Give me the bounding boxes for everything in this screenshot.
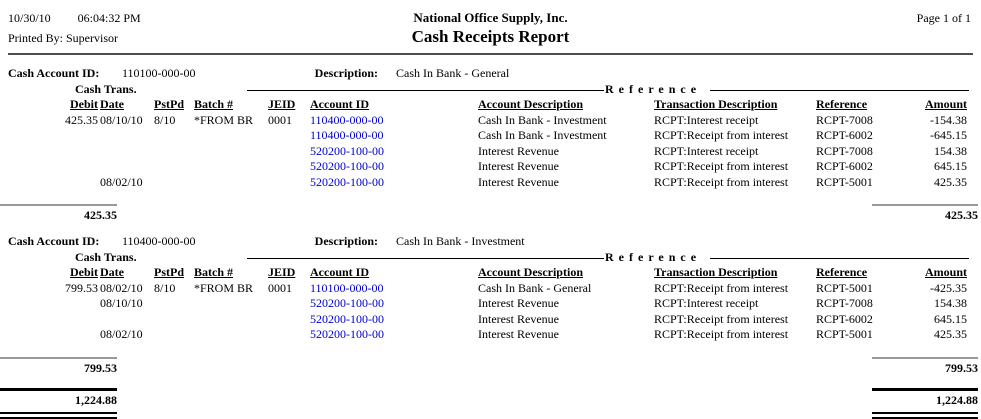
header-divider [8, 53, 973, 55]
cell-debit [8, 296, 98, 312]
col-header-amount: Amount [924, 265, 967, 279]
col-header-batch: Batch # [194, 97, 233, 111]
table-row [0, 144, 981, 160]
table-row [0, 327, 981, 343]
cell-reference: RCPT-6002 [816, 128, 873, 142]
table-row [0, 312, 981, 328]
table-row [0, 175, 981, 191]
table-row [0, 296, 981, 312]
cell-date [98, 159, 154, 175]
cell-date: 08/10/10 [100, 296, 143, 310]
cell-reference: RCPT-6002 [816, 159, 873, 173]
cell-amount: 645.15 [934, 311, 967, 326]
column-header-row [0, 265, 981, 281]
cash-account-section-1 [0, 66, 981, 223]
cell-account-description: Interest Revenue [478, 296, 559, 310]
col-header-pstpd: PstPd [154, 97, 184, 111]
print-time: 06:04:32 PM [77, 11, 141, 25]
printed-by: Printed By: Supervisor [8, 31, 118, 45]
col-header-transaction-description: Transaction Description [654, 97, 778, 111]
cell-amount: 154.38 [934, 143, 967, 158]
section-total-amount: 425.35 [872, 204, 978, 223]
cell-transaction-description: RCPT:Receipt from interest [654, 327, 789, 341]
cell-date [98, 128, 154, 144]
cell-debit [8, 312, 98, 328]
cell-jeid [268, 296, 310, 312]
table-row [0, 281, 981, 297]
cell-jeid: 0001 [268, 112, 292, 127]
account-id-link[interactable]: 110400-000-00 [310, 128, 384, 142]
description-label: Description: [314, 234, 378, 248]
cell-batch [194, 296, 268, 312]
page-header [0, 0, 981, 55]
cell-reference: RCPT-7008 [816, 296, 873, 310]
account-id-link[interactable]: 520200-100-00 [310, 174, 384, 189]
cash-account-section-2 [0, 234, 981, 376]
col-header-reference: Reference [816, 265, 868, 279]
col-header-date: Date [100, 97, 124, 111]
account-id-link[interactable]: 520200-100-00 [310, 327, 384, 341]
cell-amount: -154.38 [930, 112, 967, 127]
cell-reference: RCPT-5001 [816, 327, 873, 341]
cell-debit [8, 159, 98, 175]
grand-total-debit: 1,224.88 [0, 388, 117, 408]
cell-transaction-description: RCPT:Receipt from interest [654, 159, 789, 173]
col-header-debit: Debit [70, 97, 98, 111]
cell-date: 08/02/10 [100, 280, 143, 295]
cell-amount: -425.35 [930, 280, 967, 295]
description-label: Description: [314, 66, 378, 80]
cell-pstpd [154, 296, 194, 312]
cell-amount: -645.15 [930, 128, 967, 142]
subheader-band [0, 250, 981, 265]
reference-group-label: R e f e r e n c e [605, 250, 698, 264]
section-totals-row [0, 204, 981, 223]
grand-total-amount: 1,224.88 [872, 388, 978, 408]
cell-transaction-description: RCPT:Receipt from interest [654, 311, 789, 326]
cell-pstpd: 8/10 [154, 280, 176, 295]
col-header-amount: Amount [924, 97, 967, 111]
cash-account-id-value: 110100-000-00 [122, 66, 196, 80]
cell-reference: RCPT-5001 [816, 174, 873, 189]
cell-account-description: Interest Revenue [478, 327, 559, 341]
subheader-band [0, 82, 981, 97]
cell-reference: RCPT-7008 [816, 143, 873, 158]
cell-debit [8, 327, 98, 343]
description-underline [247, 90, 604, 91]
cell-transaction-description: RCPT:Interest receipt [654, 143, 759, 158]
section-totals-row [0, 357, 981, 376]
col-header-jeid: JEID [268, 97, 296, 111]
col-header-account-id: Account ID [310, 265, 369, 279]
col-header-batch: Batch # [194, 265, 233, 279]
cell-pstpd [154, 128, 194, 144]
cell-amount: 425.35 [934, 327, 967, 341]
cell-jeid [268, 312, 310, 328]
report-title: Cash Receipts Report [411, 27, 570, 46]
cell-batch [194, 128, 268, 144]
table-row [0, 159, 981, 175]
print-date-time [8, 11, 308, 26]
cell-date [98, 312, 154, 328]
cell-transaction-description: RCPT:Interest receipt [654, 112, 759, 127]
cell-pstpd: 8/10 [154, 112, 176, 127]
col-header-reference: Reference [816, 97, 868, 111]
cell-amount: 645.15 [934, 159, 967, 173]
cash-trans-label: Cash Trans. [75, 82, 137, 96]
reference-group-label: R e f e r e n c e [605, 82, 698, 96]
cell-date: 08/02/10 [100, 327, 143, 341]
cell-batch: *FROM BR [194, 112, 254, 127]
cell-account-description: Interest Revenue [478, 159, 559, 173]
company-name: National Office Supply, Inc. [413, 10, 568, 25]
cell-batch: *FROM BR [194, 280, 254, 295]
account-id-link[interactable]: 520200-100-00 [310, 143, 384, 158]
col-header-pstpd: PstPd [154, 265, 184, 279]
col-header-account-description: Account Description [478, 265, 583, 279]
reference-group-rule [710, 90, 969, 91]
cell-batch [194, 159, 268, 175]
cell-transaction-description: RCPT:Receipt from interest [654, 280, 789, 295]
cell-reference: RCPT-7008 [816, 112, 873, 127]
description-underline [247, 258, 604, 259]
account-id-link[interactable]: 520200-100-00 [310, 296, 384, 310]
col-header-debit: Debit [70, 265, 98, 279]
grand-total-row [0, 388, 981, 408]
section-total-debit: 425.35 [0, 204, 117, 223]
reference-group-rule [710, 258, 969, 259]
cell-jeid: 0001 [268, 280, 292, 295]
cell-pstpd [154, 159, 194, 175]
cash-trans-label: Cash Trans. [75, 250, 137, 264]
cell-debit [8, 128, 98, 144]
col-header-account-description: Account Description [478, 97, 583, 111]
section-total-debit: 799.53 [0, 357, 117, 376]
cell-account-description: Cash In Bank - Investment [478, 128, 607, 142]
cell-batch [194, 144, 268, 160]
cash-account-id-label: Cash Account ID: [8, 66, 100, 80]
section-info-row [0, 66, 981, 81]
description-value: Cash In Bank - General [396, 66, 510, 80]
cell-account-description: Interest Revenue [478, 174, 559, 189]
cell-date [98, 144, 154, 160]
cell-debit [8, 175, 98, 191]
col-header-jeid: JEID [268, 265, 296, 279]
account-id-link[interactable]: 520200-100-00 [310, 311, 384, 326]
cell-transaction-description: RCPT:Receipt from interest [654, 174, 789, 189]
cell-account-description: Cash In Bank - General [478, 280, 592, 295]
section-info-row [0, 234, 981, 249]
cell-jeid [268, 128, 310, 144]
table-row [0, 113, 981, 129]
table-row [0, 128, 981, 144]
account-id-link[interactable]: 110400-000-00 [310, 112, 384, 127]
cell-debit [8, 144, 98, 160]
cell-batch [194, 312, 268, 328]
cell-reference: RCPT-5001 [816, 280, 873, 295]
double-rule-right [872, 412, 978, 419]
cell-amount: 154.38 [934, 296, 967, 310]
column-header-row [0, 97, 981, 113]
cell-date: 08/02/10 [100, 174, 143, 189]
cell-transaction-description: RCPT:Interest receipt [654, 296, 759, 310]
cell-pstpd [154, 312, 194, 328]
section-total-amount: 799.53 [872, 357, 978, 376]
description-value: Cash In Bank - Investment [396, 234, 525, 248]
cell-account-description: Cash In Bank - Investment [478, 112, 607, 127]
cell-jeid [268, 175, 310, 191]
cell-jeid [268, 159, 310, 175]
cell-reference: RCPT-6002 [816, 311, 873, 326]
cell-batch [194, 175, 268, 191]
col-header-date: Date [100, 265, 124, 279]
cell-account-description: Interest Revenue [478, 143, 559, 158]
account-id-link[interactable]: 520200-100-00 [310, 159, 384, 173]
cell-jeid [268, 327, 310, 343]
cell-pstpd [154, 144, 194, 160]
cell-account-description: Interest Revenue [478, 311, 559, 326]
grand-total-double-rule [0, 412, 981, 419]
cell-debit: 799.53 [65, 280, 98, 295]
account-id-link[interactable]: 110100-000-00 [310, 280, 384, 295]
cell-jeid [268, 144, 310, 160]
cell-date: 08/10/10 [100, 112, 143, 127]
double-rule-left [0, 412, 117, 419]
cell-pstpd [154, 327, 194, 343]
col-header-account-id: Account ID [310, 97, 369, 111]
cell-batch [194, 327, 268, 343]
cell-debit: 425.35 [65, 112, 98, 127]
cell-amount: 425.35 [934, 174, 967, 189]
cell-transaction-description: RCPT:Receipt from interest [654, 128, 789, 142]
cell-pstpd [154, 175, 194, 191]
cash-account-id-value: 110400-000-00 [122, 234, 196, 248]
page-number: Page 1 of 1 [916, 11, 971, 25]
print-date: 10/30/10 [8, 11, 51, 25]
cash-account-id-label: Cash Account ID: [8, 234, 100, 248]
col-header-transaction-description: Transaction Description [654, 265, 778, 279]
